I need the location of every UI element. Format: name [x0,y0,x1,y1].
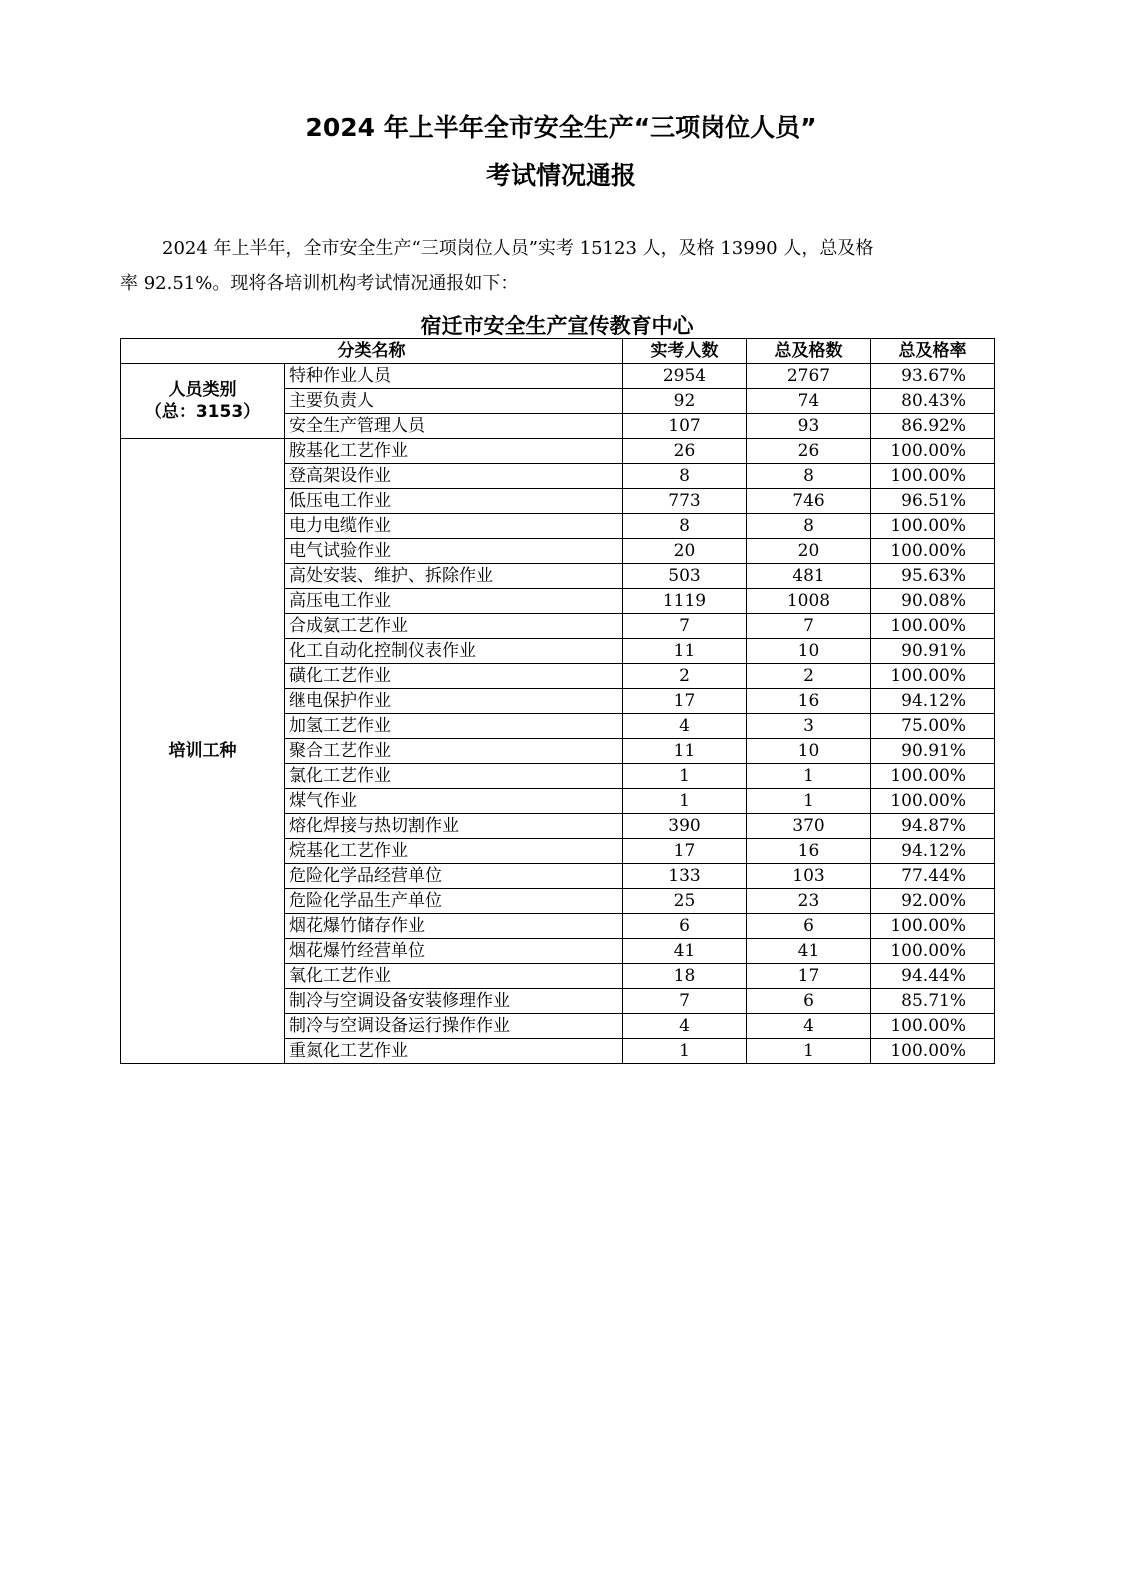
row-taken: 25 [623,889,747,914]
row-passed: 7 [747,614,871,639]
row-taken: 503 [623,564,747,589]
row-passed: 6 [747,914,871,939]
row-passed: 2 [747,664,871,689]
table-row [121,439,995,464]
row-name: 化工自动化控制仪表作业 [285,639,623,664]
row-taken: 773 [623,489,747,514]
row-name: 危险化学品经营单位 [285,864,623,889]
row-passed: 746 [747,489,871,514]
document-title-line2: 考试情况通报 [485,161,636,190]
row-passed: 23 [747,889,871,914]
row-rate: 100.00% [871,439,995,464]
row-rate: 100.00% [871,1014,995,1039]
row-passed: 6 [747,989,871,1014]
row-name: 合成氨工艺作业 [285,614,623,639]
row-rate: 94.87% [871,814,995,839]
row-taken: 1119 [623,589,747,614]
row-taken: 18 [623,964,747,989]
row-name: 烷基化工艺作业 [285,839,623,864]
row-passed: 8 [747,514,871,539]
row-rate: 93.67% [871,364,995,389]
row-passed: 1 [747,764,871,789]
row-name: 胺基化工艺作业 [285,439,623,464]
row-passed: 41 [747,939,871,964]
row-rate: 94.12% [871,689,995,714]
row-passed: 16 [747,839,871,864]
header-rate: 总及格率 [871,339,995,364]
row-rate: 100.00% [871,789,995,814]
row-taken: 4 [623,1014,747,1039]
row-rate: 77.44% [871,864,995,889]
row-name: 高处安装、维护、拆除作业 [285,564,623,589]
group-sublabel: （总：3153） [144,402,261,422]
row-taken: 133 [623,864,747,889]
row-taken: 11 [623,739,747,764]
row-passed: 26 [747,439,871,464]
row-passed: 103 [747,864,871,889]
row-passed: 10 [747,739,871,764]
row-taken: 8 [623,464,747,489]
row-rate: 85.71% [871,989,995,1014]
row-name: 氯化工艺作业 [285,764,623,789]
row-taken: 1 [623,1039,747,1064]
header-taken: 实考人数 [623,339,747,364]
row-rate: 86.92% [871,414,995,439]
row-name: 氧化工艺作业 [285,964,623,989]
row-taken: 4 [623,714,747,739]
results-table [120,338,995,1064]
row-taken: 6 [623,914,747,939]
row-rate: 90.91% [871,739,995,764]
row-name: 加氢工艺作业 [285,714,623,739]
row-rate: 95.63% [871,564,995,589]
row-name: 登高架设作业 [285,464,623,489]
row-taken: 26 [623,439,747,464]
row-name: 烟花爆竹经营单位 [285,939,623,964]
row-name: 制冷与空调设备运行操作作业 [285,1014,623,1039]
row-passed: 1 [747,1039,871,1064]
row-name: 继电保护作业 [285,689,623,714]
row-passed: 20 [747,539,871,564]
row-rate: 100.00% [871,464,995,489]
row-rate: 100.00% [871,939,995,964]
row-rate: 92.00% [871,889,995,914]
row-name: 制冷与空调设备安装修理作业 [285,989,623,1014]
group-label-cell [121,439,285,1064]
row-passed: 4 [747,1014,871,1039]
row-passed: 1008 [747,589,871,614]
row-passed: 93 [747,414,871,439]
row-name: 安全生产管理人员 [285,414,623,439]
row-rate: 75.00% [871,714,995,739]
header-passed: 总及格数 [747,339,871,364]
row-rate: 100.00% [871,1039,995,1064]
row-passed: 2767 [747,364,871,389]
row-name: 聚合工艺作业 [285,739,623,764]
row-rate: 90.91% [871,639,995,664]
group-label: 人员类别 [168,380,237,400]
header-category: 分类名称 [121,339,623,364]
row-taken: 17 [623,689,747,714]
row-rate: 100.00% [871,514,995,539]
row-taken: 92 [623,389,747,414]
row-taken: 2 [623,664,747,689]
row-name: 低压电工作业 [285,489,623,514]
row-passed: 8 [747,464,871,489]
row-name: 高压电工作业 [285,589,623,614]
row-taken: 17 [623,839,747,864]
row-rate: 94.44% [871,964,995,989]
intro-line1: 2024 年上半年，全市安全生产“三项岗位人员”实考 15123 人，及格 13990 人，总及格 [162,238,874,259]
row-taken: 11 [623,639,747,664]
row-rate: 100.00% [871,764,995,789]
row-passed: 3 [747,714,871,739]
table-title: 宿迁市安全生产宣传教育中心 [420,314,694,338]
document-title-line1: 2024 年上半年全市安全生产“三项岗位人员” [305,113,817,142]
results-table-body [121,339,995,1064]
row-rate: 100.00% [871,614,995,639]
row-taken: 1 [623,764,747,789]
row-taken: 390 [623,814,747,839]
row-taken: 7 [623,989,747,1014]
row-passed: 17 [747,964,871,989]
row-taken: 41 [623,939,747,964]
row-taken: 20 [623,539,747,564]
row-name: 煤气作业 [285,789,623,814]
row-rate: 100.00% [871,914,995,939]
row-passed: 370 [747,814,871,839]
row-taken: 1 [623,789,747,814]
row-taken: 8 [623,514,747,539]
row-rate: 100.00% [871,664,995,689]
row-name: 特种作业人员 [285,364,623,389]
row-passed: 1 [747,789,871,814]
row-name: 磺化工艺作业 [285,664,623,689]
row-name: 电气试验作业 [285,539,623,564]
intro-line2: 率 92.51%。现将各培训机构考试情况通报如下： [120,273,519,294]
row-passed: 74 [747,389,871,414]
table-header-row [121,339,995,364]
row-passed: 16 [747,689,871,714]
row-rate: 100.00% [871,539,995,564]
group-label: 培训工种 [168,741,237,761]
row-taken: 7 [623,614,747,639]
row-name: 电力电缆作业 [285,514,623,539]
row-name: 熔化焊接与热切割作业 [285,814,623,839]
row-taken: 2954 [623,364,747,389]
table-row [121,364,995,389]
row-passed: 481 [747,564,871,589]
row-name: 烟花爆竹储存作业 [285,914,623,939]
row-rate: 80.43% [871,389,995,414]
row-name: 危险化学品生产单位 [285,889,623,914]
row-name: 重氮化工艺作业 [285,1039,623,1064]
row-taken: 107 [623,414,747,439]
row-rate: 94.12% [871,839,995,864]
group-label-cell [121,364,285,439]
row-passed: 10 [747,639,871,664]
row-name: 主要负责人 [285,389,623,414]
row-rate: 90.08% [871,589,995,614]
row-rate: 96.51% [871,489,995,514]
